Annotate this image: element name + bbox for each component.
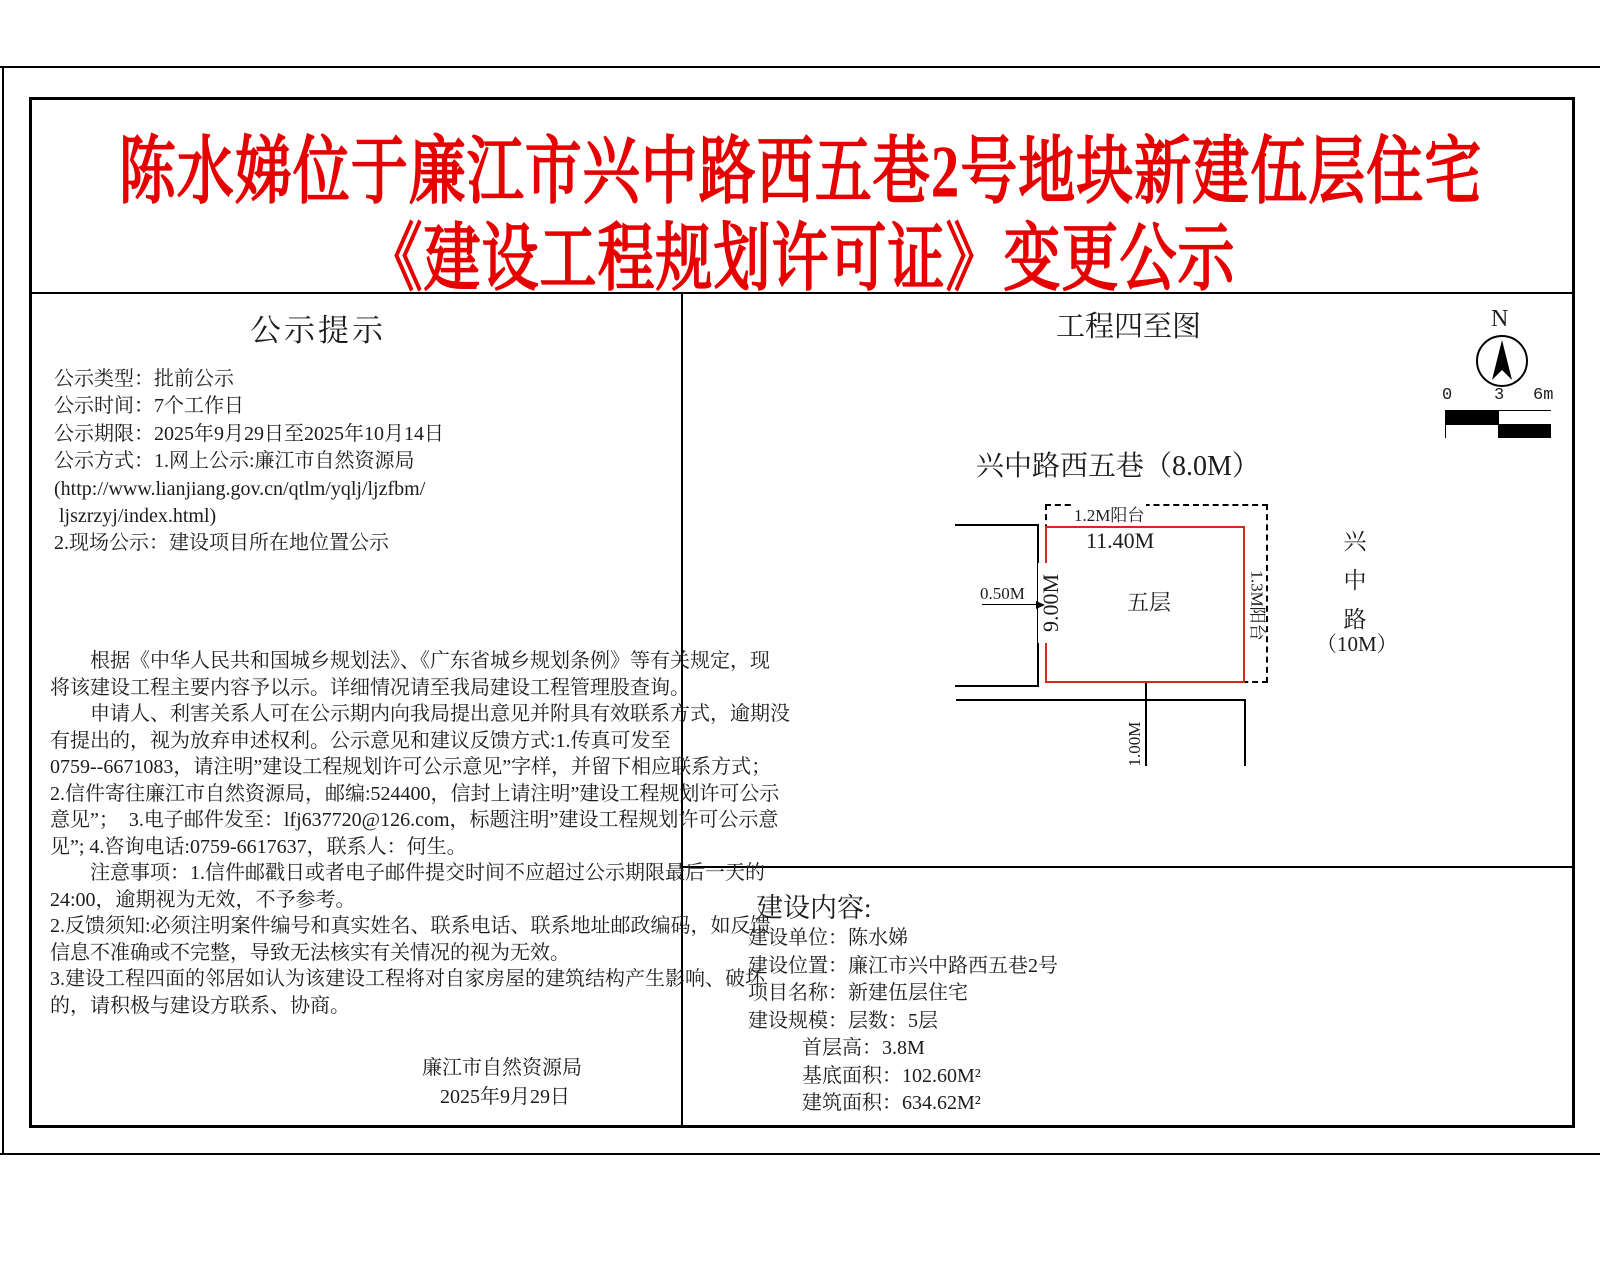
south-leader-line-2 [1244,701,1246,766]
neighbor-building-outline [955,524,1039,687]
compass-north-label: N [1491,306,1509,332]
street-label-top: 兴中路西五巷（8.0M） [976,451,1260,482]
notice-info-line: 公示时间：7个工作日 [54,395,244,418]
offset-left-arrowhead [1036,601,1045,609]
notice-info-line: 公示方式：1.网上公示:廉江市自然资源局 [54,450,415,473]
paragraph-line: 0759--6671083，请注明”建设工程规划许可公示意见”字样，并留下相应联系方式； [50,756,772,778]
signature-date: 2025年9月29日 [440,1086,570,1108]
scale-cell [1446,411,1498,424]
paragraph-line: 注意事项：1.信件邮戳日或者电子邮件提交时间不应超过公示期限最后一天的 [50,862,765,884]
south-leader-line-1 [1145,683,1147,766]
scale-bar-icon [1445,410,1551,438]
notice-paragraph-block [50,648,790,1019]
scale-cell [1446,425,1498,438]
balcony-right-label: 1.3M阳台 [1247,570,1267,641]
offset-left-label: 0.50M [980,584,1025,603]
paragraph-line: 的，请积极与建设方联系、协商。 [50,994,350,1017]
divider-right-panels [681,866,1572,868]
road-right-width: （10M） [1316,632,1398,656]
paragraph-line: 将该建设工程主要内容予以示。详细情况请至我局建设工程管理股查询。 [50,676,690,699]
paragraph-line: 有提出的，视为放弃申述权利。公示意见和建议反馈方式:1.传真可发至 [50,729,671,752]
construction-item: 项目名称：新建伍层住宅 [748,982,968,1004]
offset-bottom-label: 1.00M [1125,721,1144,767]
scale-tick-3: 3 [1494,386,1505,405]
paragraph-line: 3.建设工程四面的邻居如认为该建设工程将对自家房屋的建筑结构产生影响、破坏 [50,968,765,990]
scale-cell [1499,425,1551,438]
construction-item: 建设规模：层数：5层 [748,1009,938,1032]
compass-icon [1476,335,1528,387]
notice-info-line: 公示类型：批前公示 [54,368,234,390]
balcony-top-label: 1.2M阳台 [1072,501,1146,526]
construction-items-block [748,925,1058,1035]
notice-info-line: 2.现场公示：建设项目所在地位置公示 [54,532,389,555]
document-title-line2: 《建设工程规划许可证》变更公示 [365,218,1236,301]
site-map-title: 工程四至图 [1056,311,1202,343]
paragraph-line: 根据《中华人民共和国城乡规划法》、《广东省城乡规划条例》等有关规定，现 [50,650,770,672]
notice-url-line: (http://www.lianjiang.gov.cn/qtlm/yqlj/ljzfbm/ [54,477,426,500]
divider-under-title [29,292,1572,294]
south-boundary-line [956,699,1246,701]
construction-subitem: 建筑面积：634.62M² [802,1092,981,1114]
construction-subitem: 首层高：3.8M [802,1037,925,1059]
offset-left-dim-line [982,604,1042,605]
signature-organization: 廉江市自然资源局 [422,1057,582,1079]
scale-tick-6m: 6m [1533,386,1554,405]
document-title-line1: 陈水娣位于廉江市兴中路西五巷2号地块新建伍层住宅 [118,131,1483,214]
north-arrow-icon [1478,337,1526,385]
outer-frame-top [0,66,1600,68]
outer-frame-left [2,66,4,1155]
height-dimension-label: 9.00M [1038,563,1064,643]
paragraph-line: 申请人、利害关系人可在公示期内向我局提出意见并附具有效联系方式，逾期没 [50,703,790,725]
paragraph-line: 信息不准确或不完整，导致无法核实有关情况的视为无效。 [50,941,570,964]
width-dimension-label: 11.40M [1086,528,1155,553]
notice-info-line: 公示期限：2025年9月29日至2025年10月14日 [54,422,444,445]
content-panel-title: 建设内容: [756,893,872,923]
left-panel-title: 公示提示 [250,313,386,348]
paragraph-line: 2.反馈须知:必须注明案件编号和真实姓名、联系电话、联系地址邮政编码，如反馈 [50,915,771,937]
scale-tick-0: 0 [1442,386,1453,405]
paragraph-line: 2.信件寄往廉江市自然资源局，邮编:524400，信封上请注明”建设工程规划许可公示 [50,782,780,805]
building-floors-label: 五层 [1127,586,1171,617]
paragraph-line: 见”; 4.咨询电话:0759-6617637，联系人：何生。 [50,835,467,858]
outer-frame-bottom [0,1153,1600,1155]
paragraph-line: 24:00，逾期视为无效，不予参考。 [50,888,356,911]
construction-subitem: 基底面积：102.60M² [802,1064,981,1087]
road-right-name: 兴中路 [1343,529,1367,632]
notice-info-block [54,366,444,558]
notice-url-line: ljszrzyj/index.html) [54,505,217,528]
construction-item: 建设位置：廉江市兴中路西五巷2号 [748,954,1058,977]
construction-subitems-block [802,1035,981,1118]
paragraph-line: 意见”； 3.电子邮件发至：lfj637720@126.com，标题注明”建设工程规划许可公示意 [50,809,779,831]
scale-cell [1499,411,1551,424]
construction-item: 建设单位：陈水娣 [748,927,908,949]
